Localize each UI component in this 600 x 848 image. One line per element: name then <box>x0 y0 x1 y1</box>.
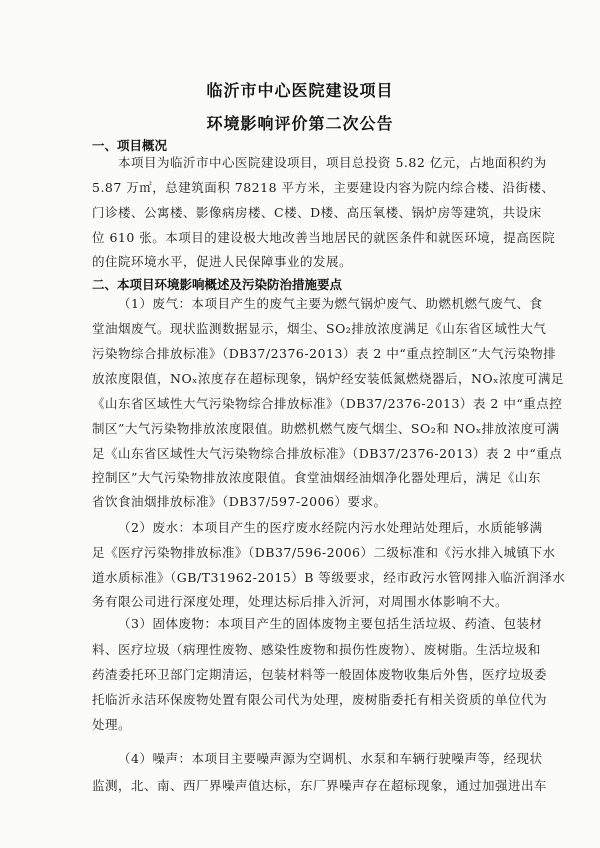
paragraph-line: （4）噪声：本项目主要噪声源为空调机、水泵和车辆行驶噪声等，经现状 <box>118 751 543 766</box>
paragraph-line: 足《医疗污染物排放标准》（DB37/596-2006）二级标准和《污水排入城镇下水 <box>92 545 556 560</box>
document-title-line-2: 环境影响评价第二次公告 <box>206 114 394 133</box>
paragraph-line: （3）固体废物：本项目产生的固体废物主要包括生活垃圾、药渣、包装材 <box>118 616 543 631</box>
section-2-heading: 二、本项目环境影响概述及污染防治措施要点 <box>92 277 343 292</box>
paragraph-line: 足《山东省区域性大气污染物综合排放标准》（DB37/2376-2013）表 2 中“重点 <box>92 446 563 461</box>
paragraph-line: 本项目为临沂市中心医院建设项目，项目总投资 5.82 亿元，占地面积约为 <box>118 155 547 170</box>
section-1-heading: 一、项目概况 <box>92 138 168 153</box>
paragraph-line: 控制区”大气污染物排放浓度限值。食堂油烟经油烟净化器处理后，满足《山东 <box>92 470 541 485</box>
paragraph-line: 放浓度限值，NOₓ浓度存在超标现象，锅炉经安装低氮燃烧器后，NOₓ浓度可满足 <box>92 371 564 386</box>
paragraph-line: 污染物综合排放标准》（DB37/2376-2013）表 2 中“重点控制区”大气污染物排 <box>92 346 557 361</box>
paragraph-line: 位 610 张。本项目的建设极大地改善当地居民的就医条件和就医环境，提高医院 <box>92 230 556 245</box>
paragraph-line: 处理。 <box>92 717 132 732</box>
paragraph-line: 省饮食油烟排放标准》（DB37/597-2006）要求。 <box>92 494 387 509</box>
paragraph-line: （1）废气：本项目产生的废气主要为燃气锅炉废气、助燃机燃气废气、食 <box>118 296 543 311</box>
paragraph-line: 《山东省区域性大气污染物综合排放标准》（DB37/2376-2013）表 2 中“重点控 <box>92 396 563 411</box>
paragraph-line: （2）废水：本项目产生的医疗废水经院内污水处理站处理后，水质能够满 <box>118 520 543 535</box>
paragraph-line: 堂油烟废气。现状监测数据显示，烟尘、SO₂排放浓度满足《山东省区域性大气 <box>92 321 547 336</box>
paragraph-line: 务有限公司进行深度处理，处理达标后排入沂河，对周围水体影响不大。 <box>92 594 509 609</box>
paragraph-line: 5.87 万㎡，总建筑面积 78218 平方米，主要建设内容为院内综合楼、沿街楼、 <box>92 180 555 195</box>
paragraph-line: 料、医疗垃圾（病理性废物、感染性废物和损伤性废物）、废树脂。生活垃圾和 <box>92 642 541 657</box>
paragraph-line: 制区”大气污染物排放浓度限值。助燃机燃气废气烟尘、SO₂和 NOₓ排放浓度可满 <box>92 421 560 436</box>
paragraph-line: 托临沂永洁环保废物处置有限公司代为处理，废树脂委托有相关资质的单位代为 <box>92 692 548 707</box>
paragraph-line: 监测，北、南、西厂界噪声值达标，东厂界噪声存在超标现象，通过加强进出车 <box>92 778 548 793</box>
document-title-line-1: 临沂市中心医院建设项目 <box>206 81 394 100</box>
paragraph-line: 门诊楼、公寓楼、影像病房楼、C楼、D楼、高压氧楼、锅炉房等建筑，共设床 <box>92 205 542 220</box>
paragraph-line: 的住院环境水平，促进人民保障事业的发展。 <box>92 254 353 269</box>
paragraph-line: 药渣委托环卫部门定期清运，包装材料等一般固体废物收集后外售，医疗垃圾委 <box>92 667 548 682</box>
paragraph-line: 道水质标准》（GB/T31962-2015）B 等级要求，经市政污水管网排入临沂润泽水 <box>92 570 566 585</box>
